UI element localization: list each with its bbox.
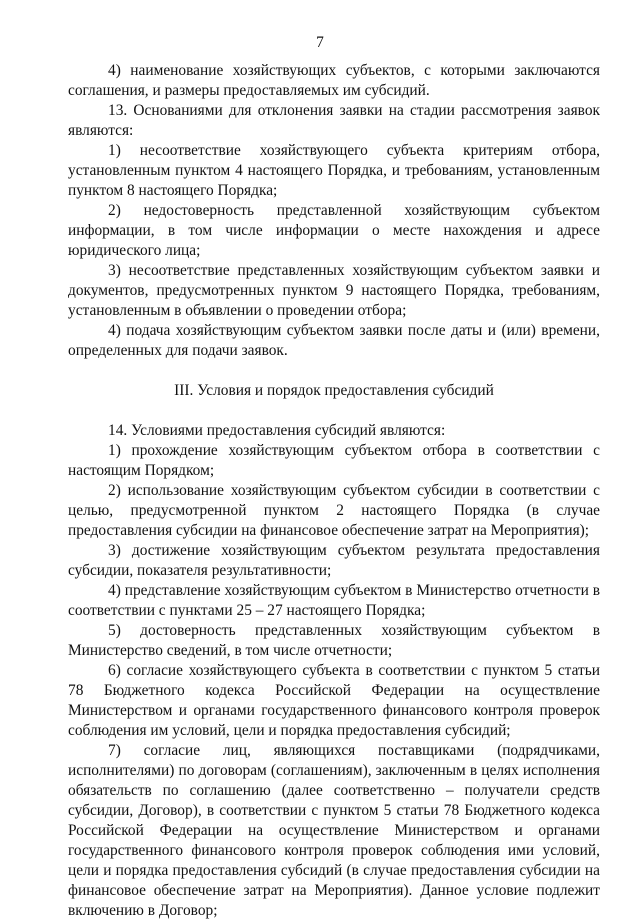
paragraph: 1) прохождение хозяйствующим субъектом отбора в соответствии с настоящим Порядком; [68,442,600,479]
paragraph: 4) подача хозяйствующим субъектом заявки после даты и (или) времени, определенных для подачи заявок. [68,322,600,359]
paragraph: 14. Условиями предоставления субсидий являются: [108,422,446,439]
section-heading: III. Условия и порядок предоставления субсидий [174,382,494,399]
paragraph: 13. Основаниями для отклонения заявки на стадии рассмотрения заявок являются: [68,102,600,139]
paragraph: 3) достижение хозяйствующим субъектом результата предоставления субсидии, показателя результативности; [68,542,600,579]
paragraph: 2) использование хозяйствующим субъектом субсидии в соответствии с целью, предусмотренной пунктом 2 настоящего Порядка (в случае предоставления субсидии на финансовое обеспечение затрат на Мероприятия); [68,482,600,539]
paragraph: 7) согласие лиц, являющихся поставщиками (подрядчиками, исполнителями) по договорам (соглашениям), заключенным в целях исполнения обязательств по соглашению (далее соответственно – получатели средств субсидии, Договор), в соответствии с пунктом 5 статьи 78 Бюджетного кодекса Российской Федерации на осуществление Министерством и органами государственного финансового контроля проверок соблюдения ими условий, цели и порядка предоставления субсидий (в случае предоставления субсидии на финансовое обеспечение затрат на Мероприятия). Данное условие подлежит включению в Договор; [68,742,600,919]
paragraph: 2) недостоверность представленной хозяйствующим субъектом информации, в том числе информации о месте нахождения и адресе юридического лица; [68,202,600,259]
document-body [68,61,600,921]
page-number: 7 [316,34,324,51]
paragraph: 3) несоответствие представленных хозяйствующим субъектом заявки и документов, предусмотренных пунктом 9 настоящего Порядка, требованиям, установленным в объявлении о проведении отбора; [68,262,600,319]
paragraph: 1) несоответствие хозяйствующего субъекта критериям отбора, установленным пунктом 4 настоящего Порядка, и требованиям, установленным пунктом 8 настоящего Порядка; [68,142,600,199]
paragraph: 4) наименование хозяйствующих субъектов, с которыми заключаются соглашения, и размеры предоставляемых им субсидий. [68,62,600,99]
paragraph: 6) согласие хозяйствующего субъекта в соответствии с пунктом 5 статьи 78 Бюджетного кодекса Российской Федерации на осуществление Министерством и органами государственного финансового контроля проверок соблюдения им условий, цели и порядка предоставления субсидий; [68,662,600,739]
paragraph: 4) представление хозяйствующим субъектом в Министерство отчетности в соответствии с пунктами 25 – 27 настоящего Порядка; [68,582,600,619]
paragraph: 5) достоверность представленных хозяйствующим субъектом в Министерство сведений, в том числе отчетности; [68,622,600,659]
